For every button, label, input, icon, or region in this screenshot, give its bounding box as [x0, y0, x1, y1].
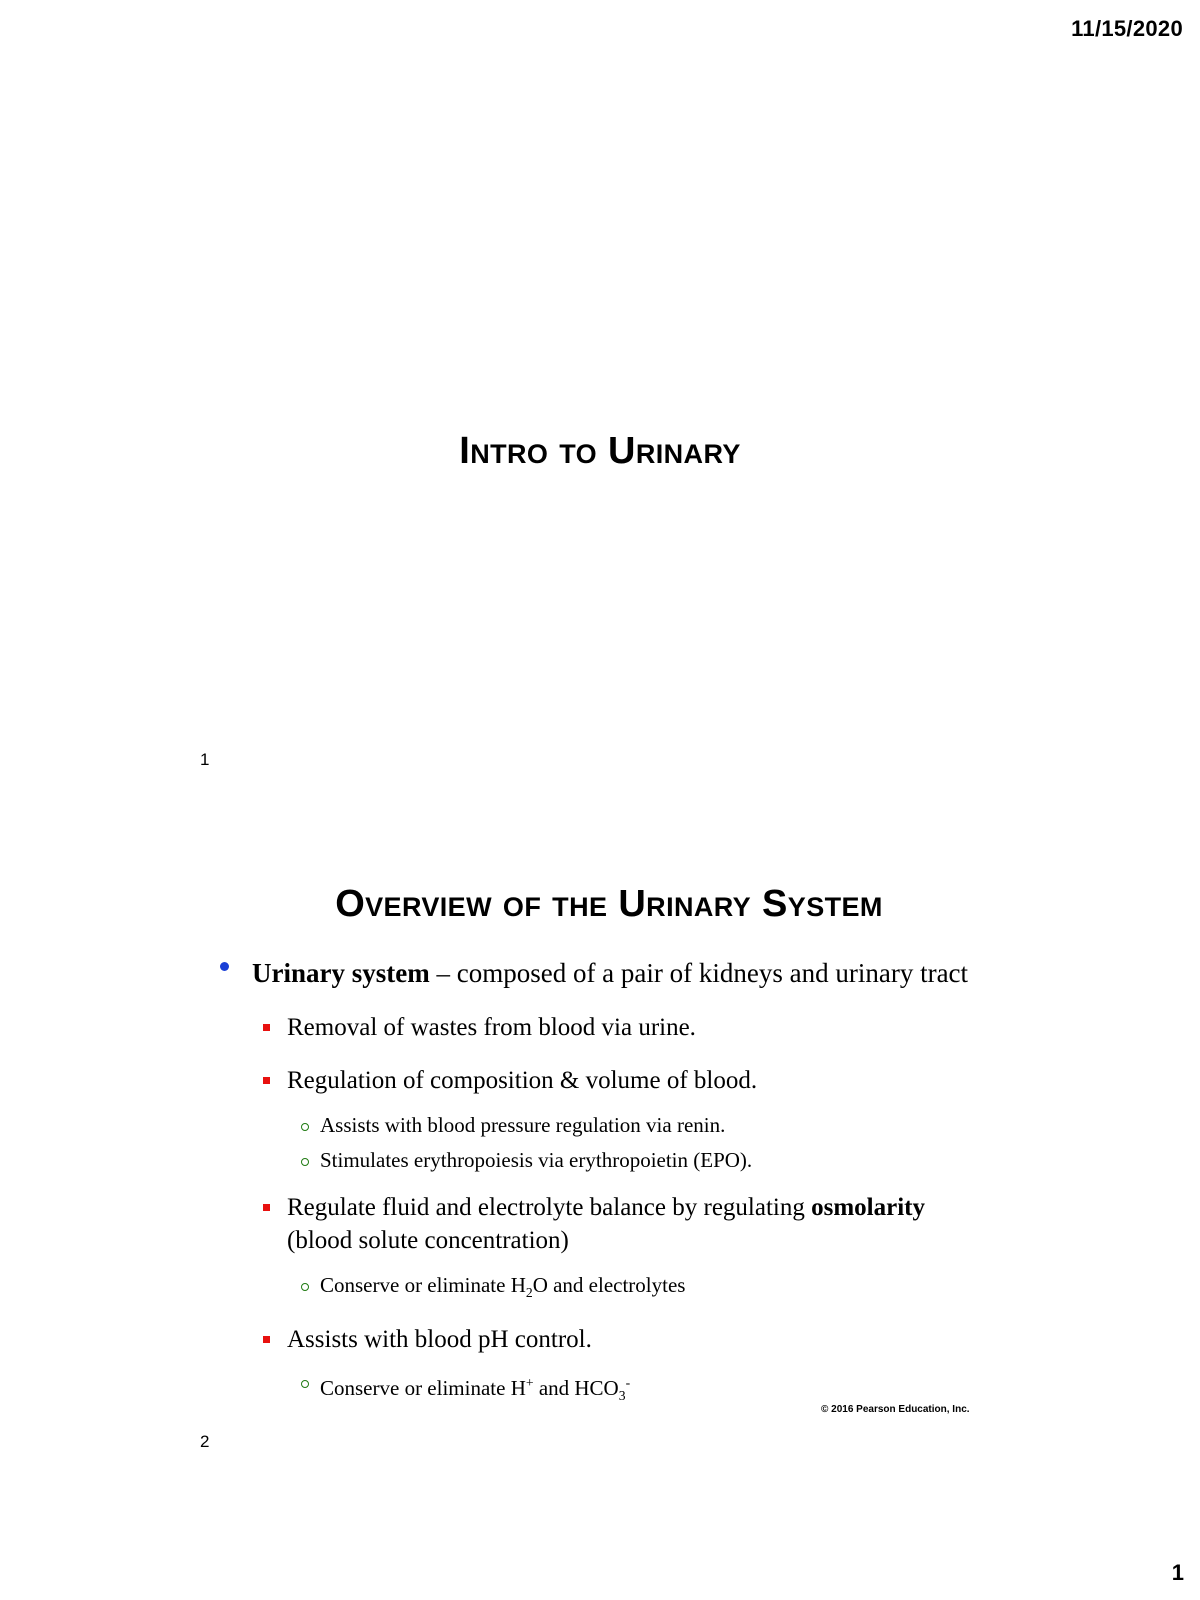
slide1-number: 1 — [200, 750, 210, 769]
slide2-title: Overview of the Urinary System — [335, 883, 883, 925]
green-circle-bullet-icon — [301, 1158, 309, 1166]
subbullet-ph-control — [220, 1323, 980, 1356]
item-text: Conserve or eliminate H — [320, 1376, 526, 1401]
slide2-number: 2 — [200, 1432, 210, 1451]
superscript: + — [525, 1375, 534, 1391]
term-urinary-system: Urinary system — [252, 958, 430, 988]
subbullet-fluid-electrolyte — [220, 1191, 980, 1257]
document-date: 11/15/2020 — [1071, 16, 1183, 41]
blue-bullet-icon — [220, 962, 229, 971]
subbullet-text: Assists with blood pH control. — [287, 1326, 592, 1354]
subbullet-removal-of-wastes — [220, 1011, 980, 1044]
green-circle-bullet-icon — [301, 1123, 309, 1131]
subbullet-text-after: (blood solute concentration) — [287, 1227, 569, 1254]
item-erythropoiesis — [220, 1146, 980, 1175]
subscript: 2 — [525, 1285, 533, 1301]
subbullet-text: Removal of wastes from blood via urine. — [287, 1014, 696, 1041]
subbullet-text: Regulate fluid and electrolyte balance by regulating — [287, 1194, 812, 1221]
bullet1-text: – composed of a pair of kidneys and urinary tract — [429, 958, 969, 988]
slide2-bullet-list — [220, 956, 980, 1410]
red-square-bullet-icon — [263, 1204, 270, 1211]
subbullet-text: Regulation of composition & volume of blood. — [287, 1067, 758, 1094]
red-square-bullet-icon — [263, 1024, 270, 1031]
term-osmolarity: osmolarity — [811, 1194, 925, 1221]
superscript: - — [625, 1375, 631, 1391]
item-text: Assists with blood pressure regulation via renin. — [320, 1113, 726, 1137]
page-number: 1 — [1171, 1560, 1184, 1585]
item-conserve-water — [220, 1271, 980, 1307]
item-text-middle: and HCO — [533, 1376, 619, 1401]
item-text: Stimulates erythropoiesis via erythropoietin (EPO). — [320, 1148, 753, 1172]
subbullet-regulation-of-blood — [220, 1064, 980, 1097]
item-text-after: O and electrolytes — [532, 1273, 686, 1297]
green-circle-bullet-icon — [301, 1380, 309, 1388]
red-square-bullet-icon — [263, 1336, 270, 1343]
green-circle-bullet-icon — [301, 1283, 309, 1291]
red-square-bullet-icon — [263, 1077, 270, 1084]
copyright-notice: © 2016 Pearson Education, Inc. — [821, 1404, 970, 1415]
item-text: Conserve or eliminate H — [320, 1273, 526, 1297]
bullet-urinary-system — [220, 956, 980, 991]
subscript: 3 — [618, 1388, 626, 1404]
slide1-title: Intro to Urinary — [459, 430, 741, 472]
item-blood-pressure — [220, 1111, 980, 1140]
